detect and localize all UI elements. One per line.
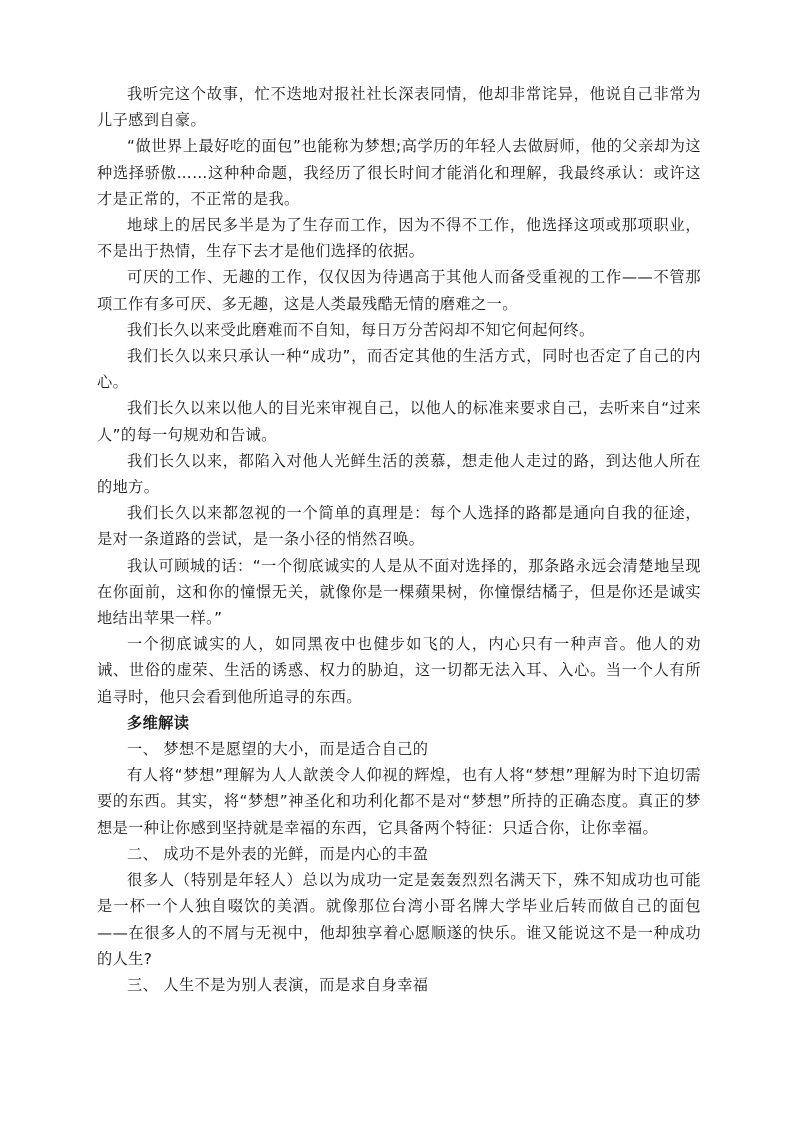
paragraph-4: 可厌的工作、无趣的工作，仅仅因为待遇高于其他人而备受重视的工作——不管那项工作有多可厌、多无趣，这是人类最残酷无情的磨难之一。	[97, 268, 701, 313]
document-body	[97, 81, 701, 998]
paragraph-13: 很多人（特别是年轻人）总以为成功一定是轰轰烈烈名满天下，殊不知成功也可能是一杯一个人独自啜饮的美酒。就像那位台湾小哥名牌大学毕业后转而做自己的面包——在很多人的不屑与无视中，他却独享着心愿顺遂的快乐。谁又能说这不是一种成功的人生?	[97, 871, 701, 968]
paragraph-5: 我们长久以来受此磨难而不自知，每日万分苦闷却不知它何起何终。	[127, 320, 595, 339]
paragraph-11: 一个彻底诚实的人，如同黑夜中也健步如飞的人，内心只有一种声音。他人的劝诫、世俗的虚荣、生活的诱惑、权力的胁迫，这一切都无法入耳、入心。当一个人有所追寻时，他只会看到他所追寻的东西。	[97, 635, 701, 706]
paragraph-8: 我们长久以来，都陷入对他人光鲜生活的羡慕，想走他人走过的路，到达他人所在的地方。	[97, 451, 701, 497]
subheading-3: 三、 人生不是为别人表演，而是求自身幸福	[127, 975, 429, 994]
paragraph-7: 我们长久以来以他人的目光来审视自己，以他人的标准来要求自己，去听来自“过来人”的每一句规劝和告诫。	[97, 399, 701, 444]
paragraph-9: 我们长久以来都忽视的一个简单的真理是：每个人选择的路都是通向自我的征途，是对一条道路的尝试，是一条小径的悄然召唤。	[97, 504, 701, 549]
paragraph-3: 地球上的居民多半是为了生存而工作，因为不得不工作，他选择这项或那项职业，不是出于热情，生存下去才是他们选择的依据。	[97, 216, 701, 261]
paragraph-12: 有人将“梦想”理解为人人歆羡令人仰视的辉煌，也有人将“梦想”理解为时下迫切需要的东西。其实，将“梦想”神圣化和功利化都不是对“梦想”所持的正确态度。真正的梦想是一种让你感到坚持就是幸福的东西，它具备两个特征：只适合你，让你幸福。	[97, 766, 701, 837]
paragraph-10: 我认可顾城的话：“一个彻底诚实的人是从不面对选择的，那条路永远会清楚地呈现在你面前，这和你的憧憬无关，就像你是一棵蘋果树，你憧憬结橘子，但是你还是诚实地结出苹果一样。”	[97, 556, 701, 628]
section-heading: 多维解读	[127, 713, 190, 732]
paragraph-2: “做世界上最好吃的面包”也能称为梦想;高学历的年轻人去做厨师，他的父亲却为这种选择骄傲……这种种命题，我经历了很长时间才能消化和理解，我最终承认：或许这才是正常的，不正常的是我。	[97, 137, 701, 208]
subheading-1: 一、 梦想不是愿望的大小，而是适合自己的	[127, 740, 429, 759]
subheading-2: 二、 成功不是外表的光鲜，而是内心的丰盈	[127, 844, 429, 863]
paragraph-6: 我们长久以来只承认一种“成功”，而否定其他的生活方式，同时也否定了自己的内心。	[97, 347, 701, 392]
paragraph-1: 我听完这个故事，忙不迭地对报社社长深表同情，他却非常诧异，他说自己非常为儿子感到自豪。	[97, 85, 701, 130]
